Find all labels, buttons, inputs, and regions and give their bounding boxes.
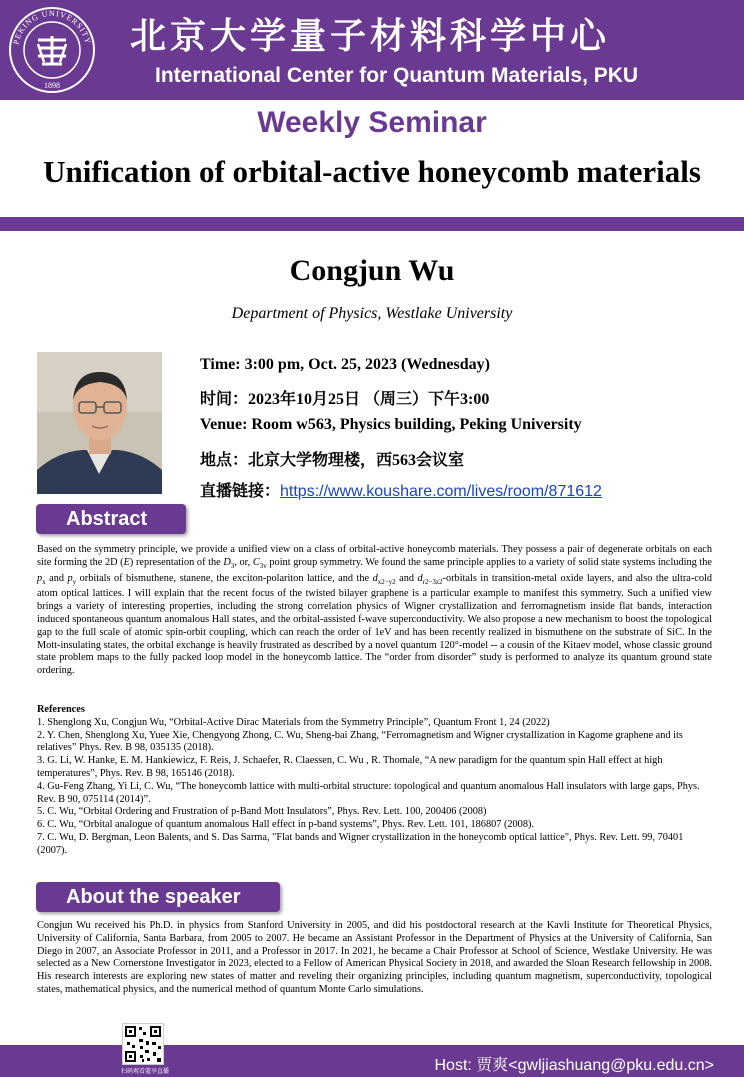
talk-title: Unification of orbital-active honeycomb materials — [43, 154, 701, 189]
qr-code[interactable] — [122, 1023, 164, 1065]
about-heading: About the speaker — [36, 882, 280, 912]
venue-cn: 地点：北京大学物理楼，西563会议室 — [200, 452, 465, 469]
reference-item: 4. Gu-Feng Zhang, Yi Li, C. Wu, “The honeycomb lattice with multi-orbital structure: topological and quantum anomalous Hall insulators with large gaps, Phys. Rev. B 90, 075114 (2014)”. — [37, 780, 700, 805]
logo-text: PEKING UNIVERSITY — [11, 8, 93, 46]
time-en: Time: 3:00 pm, Oct. 25, 2023 (Wednesday) — [200, 356, 490, 373]
speaker-photo — [37, 352, 162, 494]
venue-en: Venue: Room w563, Physics building, Peking University — [200, 416, 582, 433]
event-type: Weekly Seminar — [257, 106, 487, 139]
stream-link[interactable]: https://www.koushare.com/lives/room/871612 — [280, 483, 602, 500]
speaker-name: Congjun Wu — [289, 254, 455, 287]
references-heading: References — [37, 704, 85, 715]
time-cn: 时间：2023年10月25日 （周三）下午3:00 — [200, 391, 490, 408]
host-info: Host: 贾爽<gwljiashuang@pku.edu.cn> — [434, 1057, 714, 1074]
reference-item: 3. G. Li, W. Hanke, E. M. Hankiewicz, F. Reis, J. Schaefer, R. Claessen, C. Wu , R. Thomale, “A new paradigm for the quantum spin Hall effect at high temperatures”, Phys. Rev. B 98, 165146 (2018). — [37, 755, 663, 779]
qr-caption: 扫码观看蔻享直播 — [120, 1068, 169, 1075]
logo-year: 1898 — [44, 81, 60, 90]
references-list — [37, 704, 712, 858]
center-name-en: International Center for Quantum Materials, PKU — [155, 64, 639, 87]
divider-bar — [0, 217, 744, 231]
reference-item: 7. C. Wu, D. Bergman, Leon Balents, and S. Das Sarma, "Flat bands and Wigner crystallization in the honeycomb optical lattice", Phys. Rev. Lett. 99, 70401 (2007). — [37, 831, 684, 856]
abstract-text: Based on the symmetry principle, we provide a unified view on a class of orbital-active honeycomb materials. They possess a pair of degenerate orbitals on each site forming the 2D (E) representation of the $D_3$, or, $C_{3v}$ point group symmetry. We found the same principle applies to a variety of solid state systems including the $p_x$ and $p_y$ orbitals of bismuthene, stanene, the exciton-polariton lattice, and the $d_{x2-y2}$ and $d_{r2-3z2}$-orbitals in transition-metal oxide layers, and also the ultra-cold atom optical lattices. I will explain that the recent focus of the twisted bilayer graphene is a particular example to manifest this symmetry. Such a unified view brings a variety of interesting properties, including the strong correlation physics of Wigner crystallization and ferromagnetism inside flat bands, interaction induced spontaneous quantum anomalous Hall states, and the orbital-assisted f-wave superconductivity. We also propose a new mechanism to boost the topological gap to the full scale of atomic spin-orbit coupling, which can reach the order of 1eV and has been recently realized in bismuthene on the substrate of SiC. In the Mott-insulating states, the orbital exchange is heavily frustrated as described by a novel quantum 120°-model -- a cousin of the Kitaev model, whose classic ground state problem maps to the fully packed loop model in the honeycomb lattice. The “order from disorder” study is performed to analyze its quantum ground state ordering. — [37, 544, 712, 677]
about-text: Congjun Wu received his Ph.D. in physics from Stanford University in 2005, and did his postdoctoral research at the Kavli Institute for Theoretical Physics, University of California, Santa Barbara, from 2005 to 2007. He became an Assistant Professor in the Department of Physics at the University of California, San Diego in 2007, an Associate Professor in 2011, and a Professor in 2017. In 2021, he became a Chair Professor at School of Science, Westlake University. He was selected as a New Cornerstone Investigator in 2023, elected to a Fellow of American Physical Society in 2018, and awarded the Sloan Research fellowship in 2008. His research interests are exploring new states of matter and reveling their organizing principles, including quantum magnetism, superconductivity, topological states, mathematical physics, and the numerical method of quantum Monte Carlo simulations. — [37, 920, 712, 995]
reference-item: 5. C. Wu, “Orbital Ordering and Frustration of p-Band Mott Insulators”, Phys. Rev. Lett. 100, 200406 (2008) — [37, 806, 487, 818]
reference-item: 2. Y. Chen, Shenglong Xu, Yuee Xie, Chengyong Zhong, C. Wu, Sheng-bai Zhang, “Ferromagnetism and Wigner crystallization in Kagome graphene and its relatives” Phys. Rev. B 98, 035135 (2018). — [37, 729, 683, 754]
abstract-heading: Abstract — [36, 504, 186, 534]
pku-logo — [8, 6, 96, 94]
reference-item: 1. Shenglong Xu, Congjun Wu, “Orbital-Active Dirac Materials from the Symmetry Principle”, Quantum Front 1, 24 (2022) — [37, 716, 550, 728]
stream-row — [200, 478, 602, 501]
center-name-cn: 北京大学量子材料科学中心 — [130, 16, 611, 57]
speaker-affiliation: Department of Physics, Westlake University — [231, 305, 513, 322]
reference-item: 6. C. Wu, “Orbital analogue of quantum anomalous Hall effect in p-band systems”, Phys. Rev. Lett. 101, 186807 (2008). — [37, 819, 534, 831]
stream-label: 直播链接： — [200, 483, 281, 500]
